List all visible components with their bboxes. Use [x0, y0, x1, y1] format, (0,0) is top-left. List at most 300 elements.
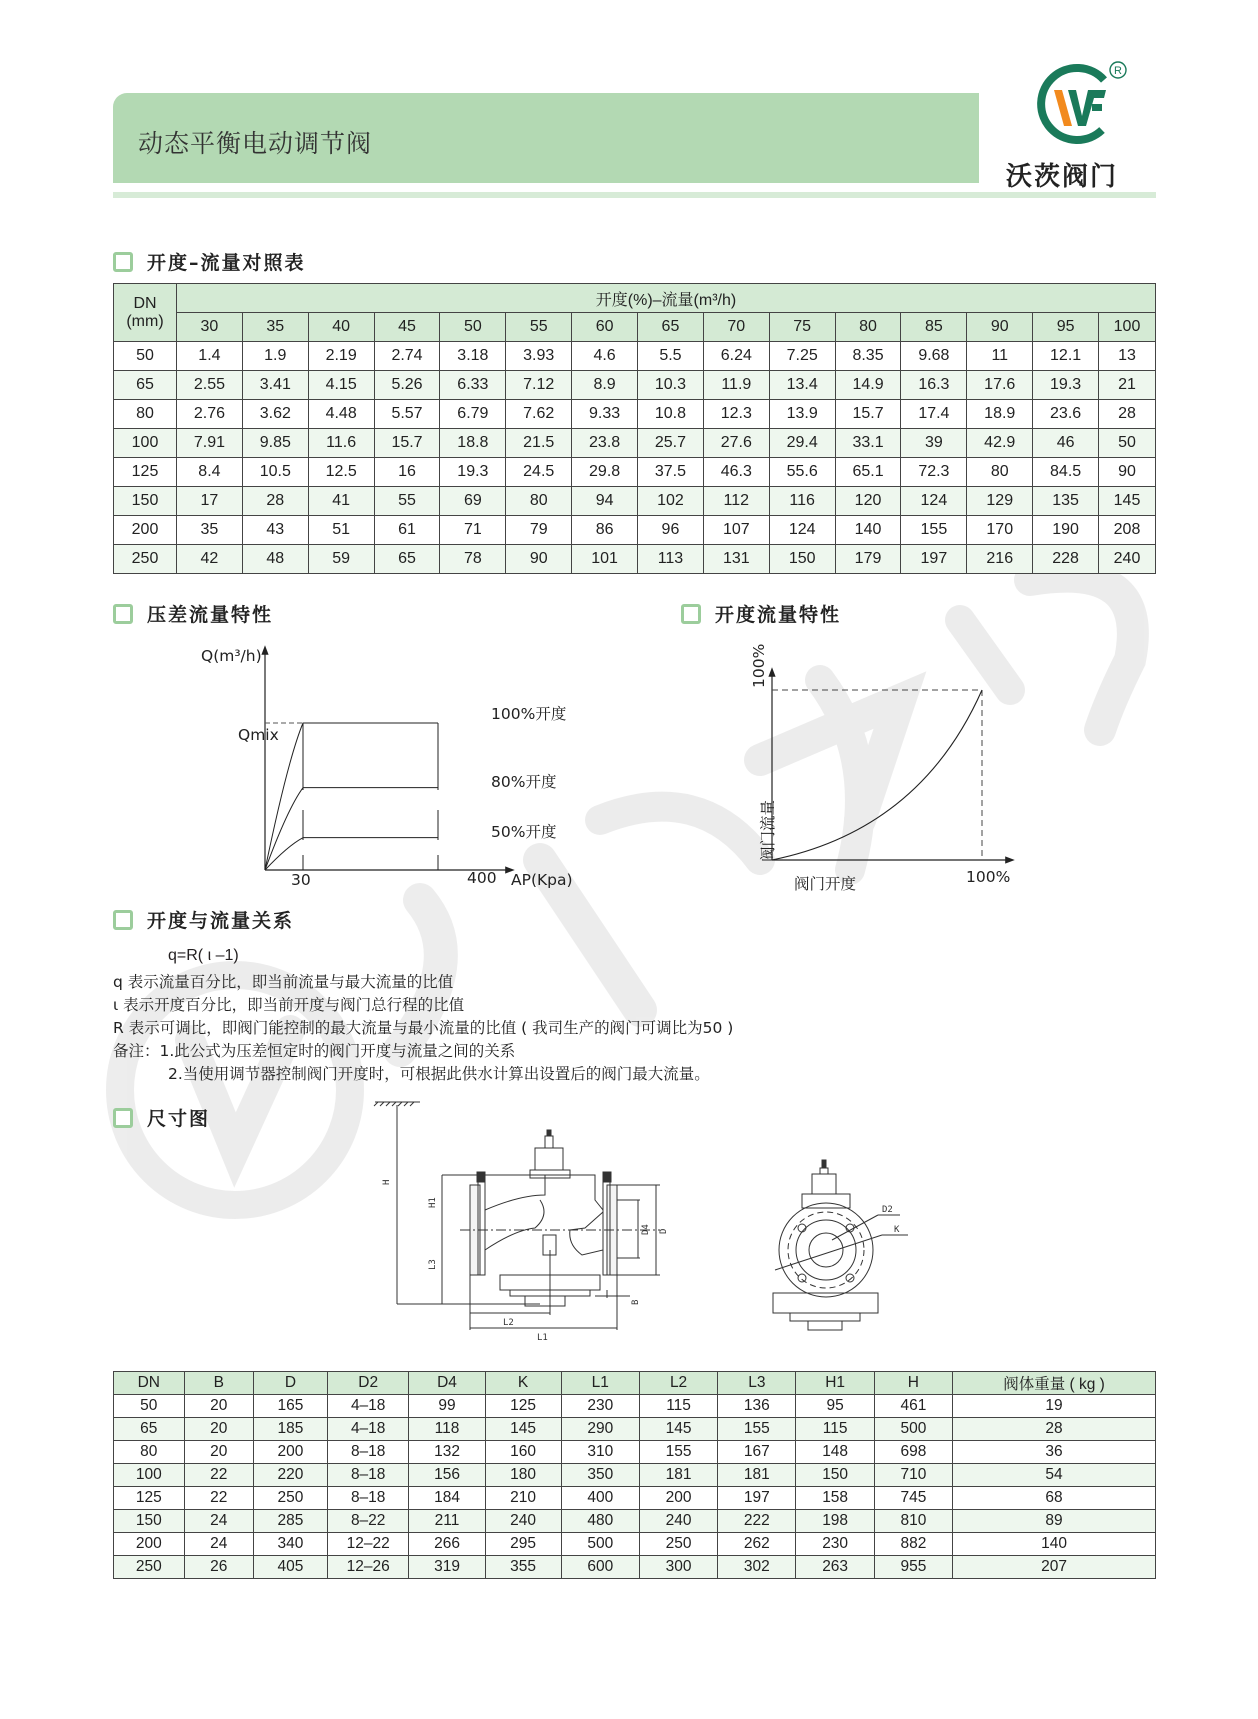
section-title: 开度–流量对照表 — [147, 252, 306, 274]
flow-cell: 145 — [1099, 487, 1156, 516]
dimension-cell: 4–18 — [327, 1418, 409, 1441]
opening-header: 65 — [638, 313, 704, 342]
dimension-header: H — [874, 1372, 952, 1395]
flow-cell: 208 — [1099, 516, 1156, 545]
flow-cell: 37.5 — [638, 458, 704, 487]
dimension-cell: 240 — [485, 1510, 561, 1533]
flow-cell: 7.91 — [177, 429, 243, 458]
dimension-header: DN — [114, 1372, 185, 1395]
x-axis-label: 阀门开度 — [794, 875, 857, 893]
flow-cell: 27.6 — [703, 429, 769, 458]
dimension-cell: 302 — [718, 1556, 796, 1579]
flow-cell: 23.8 — [572, 429, 638, 458]
flow-cell: 13 — [1099, 342, 1156, 371]
flow-cell: 12.1 — [1033, 342, 1099, 371]
flow-cell: 51 — [308, 516, 374, 545]
section-title: 尺寸图 — [147, 1108, 211, 1130]
dimension-cell: 198 — [796, 1510, 874, 1533]
dimension-header: L1 — [561, 1372, 639, 1395]
dimension-cell: 250 — [254, 1487, 328, 1510]
flow-cell: 8.35 — [835, 342, 901, 371]
opening-header: 35 — [242, 313, 308, 342]
flow-cell: 3.93 — [506, 342, 572, 371]
dimension-cell: 24 — [184, 1510, 253, 1533]
dimension-cell: 500 — [874, 1418, 952, 1441]
dn-cell: 150 — [114, 487, 177, 516]
flow-cell: 2.74 — [374, 342, 440, 371]
table-row — [114, 1395, 1156, 1418]
dimension-cell: 54 — [953, 1464, 1156, 1487]
flow-cell: 46.3 — [703, 458, 769, 487]
dimension-cell: 340 — [254, 1533, 328, 1556]
dim-label-h: H — [382, 1179, 392, 1185]
relation-note-1: 备注：1.此公式为压差恒定时的阀门开度与流量之间的关系 — [113, 1042, 516, 1060]
flow-cell: 80 — [967, 458, 1033, 487]
y-axis-label: 阀门流量 — [759, 799, 777, 862]
dimension-cell: 155 — [639, 1441, 717, 1464]
flow-cell: 39 — [901, 429, 967, 458]
dimension-cell: 95 — [796, 1395, 874, 1418]
dim-label-d: D — [659, 1228, 669, 1234]
section-open-chart — [681, 600, 841, 627]
flow-cell: 2.19 — [308, 342, 374, 371]
flow-cell: 5.26 — [374, 371, 440, 400]
dimension-cell: 295 — [485, 1533, 561, 1556]
flow-cell: 1.4 — [177, 342, 243, 371]
flow-cell: 120 — [835, 487, 901, 516]
dimension-cell: 132 — [409, 1441, 485, 1464]
flow-cell: 228 — [1033, 545, 1099, 574]
dimension-cell: 118 — [409, 1418, 485, 1441]
dimension-cell: 220 — [254, 1464, 328, 1487]
flow-cell: 61 — [374, 516, 440, 545]
dimension-cell: 145 — [485, 1418, 561, 1441]
flow-cell: 107 — [703, 516, 769, 545]
dimension-cell: 222 — [718, 1510, 796, 1533]
dimension-cell: 211 — [409, 1510, 485, 1533]
table-row — [114, 429, 1156, 458]
dimension-cell: 160 — [485, 1441, 561, 1464]
flow-cell: 6.79 — [440, 400, 506, 429]
dn-header — [114, 284, 177, 342]
x-tick-400: 400 — [467, 869, 497, 887]
opening-header: 95 — [1033, 313, 1099, 342]
flow-cell: 48 — [242, 545, 308, 574]
flow-cell: 7.25 — [769, 342, 835, 371]
group-header: 开度(%)–流量(m³/h) — [177, 284, 1156, 313]
dn-cell: 100 — [114, 429, 177, 458]
flow-cell: 23.6 — [1033, 400, 1099, 429]
flow-cell: 18.8 — [440, 429, 506, 458]
dimension-cell: 12–26 — [327, 1556, 409, 1579]
flow-cell: 240 — [1099, 545, 1156, 574]
flow-cell: 65.1 — [835, 458, 901, 487]
flow-cell: 155 — [901, 516, 967, 545]
section-flow-table — [113, 248, 306, 275]
flow-cell: 150 — [769, 545, 835, 574]
flow-cell: 55.6 — [769, 458, 835, 487]
flow-cell: 14.9 — [835, 371, 901, 400]
dp-y-label: Q(m³/h) — [201, 647, 262, 665]
relation-line-iota: ι 表示开度百分比，即当前开度与阀门总行程的比值 — [113, 996, 465, 1014]
flow-cell: 4.15 — [308, 371, 374, 400]
opening-header: 40 — [308, 313, 374, 342]
flow-cell: 17.4 — [901, 400, 967, 429]
dimension-cell: 263 — [796, 1556, 874, 1579]
flow-cell: 2.55 — [177, 371, 243, 400]
flow-cell: 112 — [703, 487, 769, 516]
curve-2 — [265, 838, 438, 870]
curve-1 — [265, 788, 438, 870]
dimension-cell: 350 — [561, 1464, 639, 1487]
dimension-cell: 167 — [718, 1441, 796, 1464]
dimension-header: H1 — [796, 1372, 874, 1395]
flow-cell: 179 — [835, 545, 901, 574]
flow-cell: 9.33 — [572, 400, 638, 429]
dimension-cell: 155 — [718, 1418, 796, 1441]
section-bullet-icon — [113, 1108, 133, 1128]
dimension-cell: 200 — [254, 1441, 328, 1464]
flow-cell: 25.7 — [638, 429, 704, 458]
dimension-cell: 99 — [409, 1395, 485, 1418]
flow-cell: 7.12 — [506, 371, 572, 400]
dimension-cell: 210 — [485, 1487, 561, 1510]
flow-cell: 55 — [374, 487, 440, 516]
dimension-cell: 181 — [718, 1464, 796, 1487]
dimension-cell: 480 — [561, 1510, 639, 1533]
flow-cell: 17.6 — [967, 371, 1033, 400]
curve-label-100: 100%开度 — [491, 705, 567, 723]
dimension-table — [113, 1371, 1156, 1579]
dimension-cell: 400 — [561, 1487, 639, 1510]
x-max-label: 100% — [966, 868, 1011, 886]
flow-cell: 3.62 — [242, 400, 308, 429]
dimension-header: L2 — [639, 1372, 717, 1395]
flow-cell: 96 — [638, 516, 704, 545]
valve-side-drawing — [360, 1100, 680, 1360]
flow-cell: 90 — [1099, 458, 1156, 487]
opening-header: 70 — [703, 313, 769, 342]
dimension-cell: 500 — [561, 1533, 639, 1556]
flow-cell: 10.8 — [638, 400, 704, 429]
flow-cell: 4.6 — [572, 342, 638, 371]
flow-cell: 19.3 — [1033, 371, 1099, 400]
dim-label-k: K — [894, 1225, 900, 1235]
section-title: 开度流量特性 — [715, 604, 842, 626]
dimension-cell: 745 — [874, 1487, 952, 1510]
dimension-cell: 185 — [254, 1418, 328, 1441]
dn-label: DN — [133, 294, 157, 312]
flow-cell: 94 — [572, 487, 638, 516]
dimension-cell: 300 — [639, 1556, 717, 1579]
flow-cell: 10.5 — [242, 458, 308, 487]
flow-cell: 8.4 — [177, 458, 243, 487]
flow-cell: 28 — [242, 487, 308, 516]
logo-green-bar — [1092, 104, 1102, 111]
flow-cell: 216 — [967, 545, 1033, 574]
page-title: 动态平衡电动调节阀 — [138, 129, 373, 158]
dimension-cell: 136 — [718, 1395, 796, 1418]
flow-cell: 5.5 — [638, 342, 704, 371]
flow-cell: 29.8 — [572, 458, 638, 487]
flow-cell: 2.76 — [177, 400, 243, 429]
flow-cell: 124 — [769, 516, 835, 545]
flow-cell: 5.57 — [374, 400, 440, 429]
flow-cell: 7.62 — [506, 400, 572, 429]
opening-header: 55 — [506, 313, 572, 342]
dn-cell: 80 — [114, 400, 177, 429]
brand-logo — [1026, 58, 1136, 153]
section-dimension — [113, 1104, 210, 1131]
dim-label-h1: H1 — [428, 1197, 438, 1208]
flow-cell: 170 — [967, 516, 1033, 545]
flow-cell: 15.7 — [374, 429, 440, 458]
x-tick-30: 30 — [291, 871, 311, 889]
relation-line-q: q 表示流量百分比，即当前流量与最大流量的比值 — [113, 973, 454, 991]
dimension-cell: 89 — [953, 1510, 1156, 1533]
dimension-cell: 12–22 — [327, 1533, 409, 1556]
section-bullet-icon — [113, 910, 133, 930]
header-divider — [113, 192, 1156, 198]
opening-header: 30 — [177, 313, 243, 342]
dn-cell: 125 — [114, 458, 177, 487]
dimension-cell: 36 — [953, 1441, 1156, 1464]
flow-cell: 29.4 — [769, 429, 835, 458]
table-row — [114, 1487, 1156, 1510]
dimension-cell: 207 — [953, 1556, 1156, 1579]
flow-cell: 8.9 — [572, 371, 638, 400]
table-row — [114, 516, 1156, 545]
flow-cell: 3.41 — [242, 371, 308, 400]
flow-cell: 17 — [177, 487, 243, 516]
dimension-cell: 310 — [561, 1441, 639, 1464]
dimension-cell: 140 — [953, 1533, 1156, 1556]
dp-x-label: AP(Kpa) — [511, 871, 573, 889]
table-row — [114, 342, 1156, 371]
flow-cell: 80 — [506, 487, 572, 516]
relation-line-r: R 表示可调比，即阀门能控制的最大流量与最小流量的比值 ( 我司生产的阀门可调比为50 ) — [113, 1019, 734, 1037]
flow-cell: 101 — [572, 545, 638, 574]
opening-header: 100 — [1099, 313, 1156, 342]
dimension-cell: 200 — [639, 1487, 717, 1510]
opening-header: 45 — [374, 313, 440, 342]
dimension-cell: 26 — [184, 1556, 253, 1579]
table-row — [114, 458, 1156, 487]
flow-cell: 78 — [440, 545, 506, 574]
flow-cell: 86 — [572, 516, 638, 545]
table-row — [114, 1533, 1156, 1556]
flow-cell: 135 — [1033, 487, 1099, 516]
flow-cell: 9.68 — [901, 342, 967, 371]
flow-cell: 102 — [638, 487, 704, 516]
flow-cell: 124 — [901, 487, 967, 516]
opening-header: 90 — [967, 313, 1033, 342]
formula: q=R( ι –1) — [168, 947, 239, 964]
dimension-cell: 197 — [718, 1487, 796, 1510]
flow-cell: 42.9 — [967, 429, 1033, 458]
flow-cell: 19.3 — [440, 458, 506, 487]
flow-table — [113, 283, 1156, 574]
flow-cell: 43 — [242, 516, 308, 545]
flow-cell: 21.5 — [506, 429, 572, 458]
dimension-cell: 405 — [254, 1556, 328, 1579]
dimension-cell: 68 — [953, 1487, 1156, 1510]
dimension-header: D2 — [327, 1372, 409, 1395]
dimension-cell: 20 — [184, 1418, 253, 1441]
equal-percentage-curve — [772, 690, 982, 860]
section-title: 压差流量特性 — [147, 604, 274, 626]
logo-orange-bar — [1054, 90, 1072, 126]
opening-header: 85 — [901, 313, 967, 342]
dim-label-d4: D4 — [641, 1224, 651, 1235]
brand-name: 沃茨阀门 — [1006, 162, 1119, 192]
section-bullet-icon — [681, 604, 701, 624]
flow-cell: 1.9 — [242, 342, 308, 371]
dimension-cell: 290 — [561, 1418, 639, 1441]
dimension-cell: 22 — [184, 1464, 253, 1487]
dimension-header: 阀体重量 ( kg ) — [953, 1372, 1156, 1395]
flow-cell: 113 — [638, 545, 704, 574]
section-title: 开度与流量关系 — [147, 910, 295, 932]
dimension-cell: 115 — [639, 1395, 717, 1418]
flow-cell: 24.5 — [506, 458, 572, 487]
dimension-cell: 65 — [114, 1418, 185, 1441]
table-row — [114, 1556, 1156, 1579]
flow-cell: 12.5 — [308, 458, 374, 487]
flow-cell: 35 — [177, 516, 243, 545]
table-row — [114, 371, 1156, 400]
dimension-cell: 148 — [796, 1441, 874, 1464]
dim-label-l2: L2 — [503, 1318, 514, 1328]
flow-cell: 15.7 — [835, 400, 901, 429]
dimension-cell: 461 — [874, 1395, 952, 1418]
flow-cell: 65 — [374, 545, 440, 574]
section-bullet-icon — [113, 604, 133, 624]
dimension-header: L3 — [718, 1372, 796, 1395]
dimension-cell: 882 — [874, 1533, 952, 1556]
dn-unit: (mm) — [126, 312, 164, 330]
flow-cell: 3.18 — [440, 342, 506, 371]
opening-header: 60 — [572, 313, 638, 342]
flow-cell: 90 — [506, 545, 572, 574]
dimension-cell: 158 — [796, 1487, 874, 1510]
dimension-cell: 250 — [639, 1533, 717, 1556]
qmax-label: Qmix — [238, 726, 279, 744]
flow-cell: 12.3 — [703, 400, 769, 429]
dimension-cell: 156 — [409, 1464, 485, 1487]
curve-0 — [265, 723, 438, 870]
dimension-cell: 262 — [718, 1533, 796, 1556]
section-dp-chart — [113, 600, 273, 627]
dim-label-b: B — [631, 1299, 641, 1305]
dimension-cell: 955 — [874, 1556, 952, 1579]
flow-cell: 16 — [374, 458, 440, 487]
dimension-cell: 80 — [114, 1441, 185, 1464]
flow-cell: 79 — [506, 516, 572, 545]
opening-header: 80 — [835, 313, 901, 342]
flow-cell: 11 — [967, 342, 1033, 371]
dimension-cell: 8–22 — [327, 1510, 409, 1533]
dimension-cell: 355 — [485, 1556, 561, 1579]
flow-cell: 190 — [1033, 516, 1099, 545]
dimension-cell: 184 — [409, 1487, 485, 1510]
dim-label-d2: D2 — [882, 1205, 893, 1215]
dimension-cell: 100 — [114, 1464, 185, 1487]
dimension-cell: 240 — [639, 1510, 717, 1533]
dimension-cell: 4–18 — [327, 1395, 409, 1418]
dimension-cell: 50 — [114, 1395, 185, 1418]
dimension-cell: 22 — [184, 1487, 253, 1510]
flow-cell: 10.3 — [638, 371, 704, 400]
flow-cell: 21 — [1099, 371, 1156, 400]
section-bullet-icon — [113, 252, 133, 272]
relation-note-2: 2.当使用调节器控制阀门开度时，可根据此供水计算出设置后的阀门最大流量。 — [168, 1065, 710, 1083]
dimension-cell: 125 — [114, 1487, 185, 1510]
flow-cell: 41 — [308, 487, 374, 516]
dimension-cell: 230 — [796, 1533, 874, 1556]
flow-cell: 59 — [308, 545, 374, 574]
flow-cell: 69 — [440, 487, 506, 516]
dimension-cell: 115 — [796, 1418, 874, 1441]
dimension-cell: 285 — [254, 1510, 328, 1533]
table-row — [114, 1418, 1156, 1441]
valve-front-drawing — [760, 1150, 940, 1350]
flow-cell: 13.4 — [769, 371, 835, 400]
dn-cell: 65 — [114, 371, 177, 400]
dimension-cell: 810 — [874, 1510, 952, 1533]
flow-cell: 6.24 — [703, 342, 769, 371]
curve-label-80: 80%开度 — [491, 773, 557, 791]
flow-cell: 46 — [1033, 429, 1099, 458]
dimension-cell: 710 — [874, 1464, 952, 1487]
dimension-cell: 145 — [639, 1418, 717, 1441]
y-max-label: 100% — [750, 643, 768, 688]
dimension-cell: 250 — [114, 1556, 185, 1579]
dimension-cell: 19 — [953, 1395, 1156, 1418]
watermark-stroke — [1030, 577, 1133, 730]
dimension-cell: 600 — [561, 1556, 639, 1579]
watermark-stroke — [600, 807, 760, 860]
dimension-cell: 180 — [485, 1464, 561, 1487]
dn-cell: 50 — [114, 342, 177, 371]
opening-header: 75 — [769, 313, 835, 342]
flow-cell: 116 — [769, 487, 835, 516]
flow-cell: 11.6 — [308, 429, 374, 458]
flow-cell: 71 — [440, 516, 506, 545]
dimension-header: D4 — [409, 1372, 485, 1395]
section-relation — [113, 906, 294, 933]
flow-cell: 84.5 — [1033, 458, 1099, 487]
curve-label-50: 50%开度 — [491, 823, 557, 841]
flow-cell: 9.85 — [242, 429, 308, 458]
dimension-cell: 20 — [184, 1395, 253, 1418]
flow-cell: 6.33 — [440, 371, 506, 400]
dimension-cell: 230 — [561, 1395, 639, 1418]
table-row — [114, 1464, 1156, 1487]
dimension-cell: 8–18 — [327, 1441, 409, 1464]
dimension-cell: 24 — [184, 1533, 253, 1556]
dimension-cell: 319 — [409, 1556, 485, 1579]
table-row — [114, 487, 1156, 516]
svg-text:R: R — [1114, 65, 1122, 77]
dimension-cell: 698 — [874, 1441, 952, 1464]
flow-cell: 129 — [967, 487, 1033, 516]
table-row — [114, 545, 1156, 574]
flow-cell: 28 — [1099, 400, 1156, 429]
dimension-header: B — [184, 1372, 253, 1395]
dimension-cell: 200 — [114, 1533, 185, 1556]
flow-cell: 197 — [901, 545, 967, 574]
